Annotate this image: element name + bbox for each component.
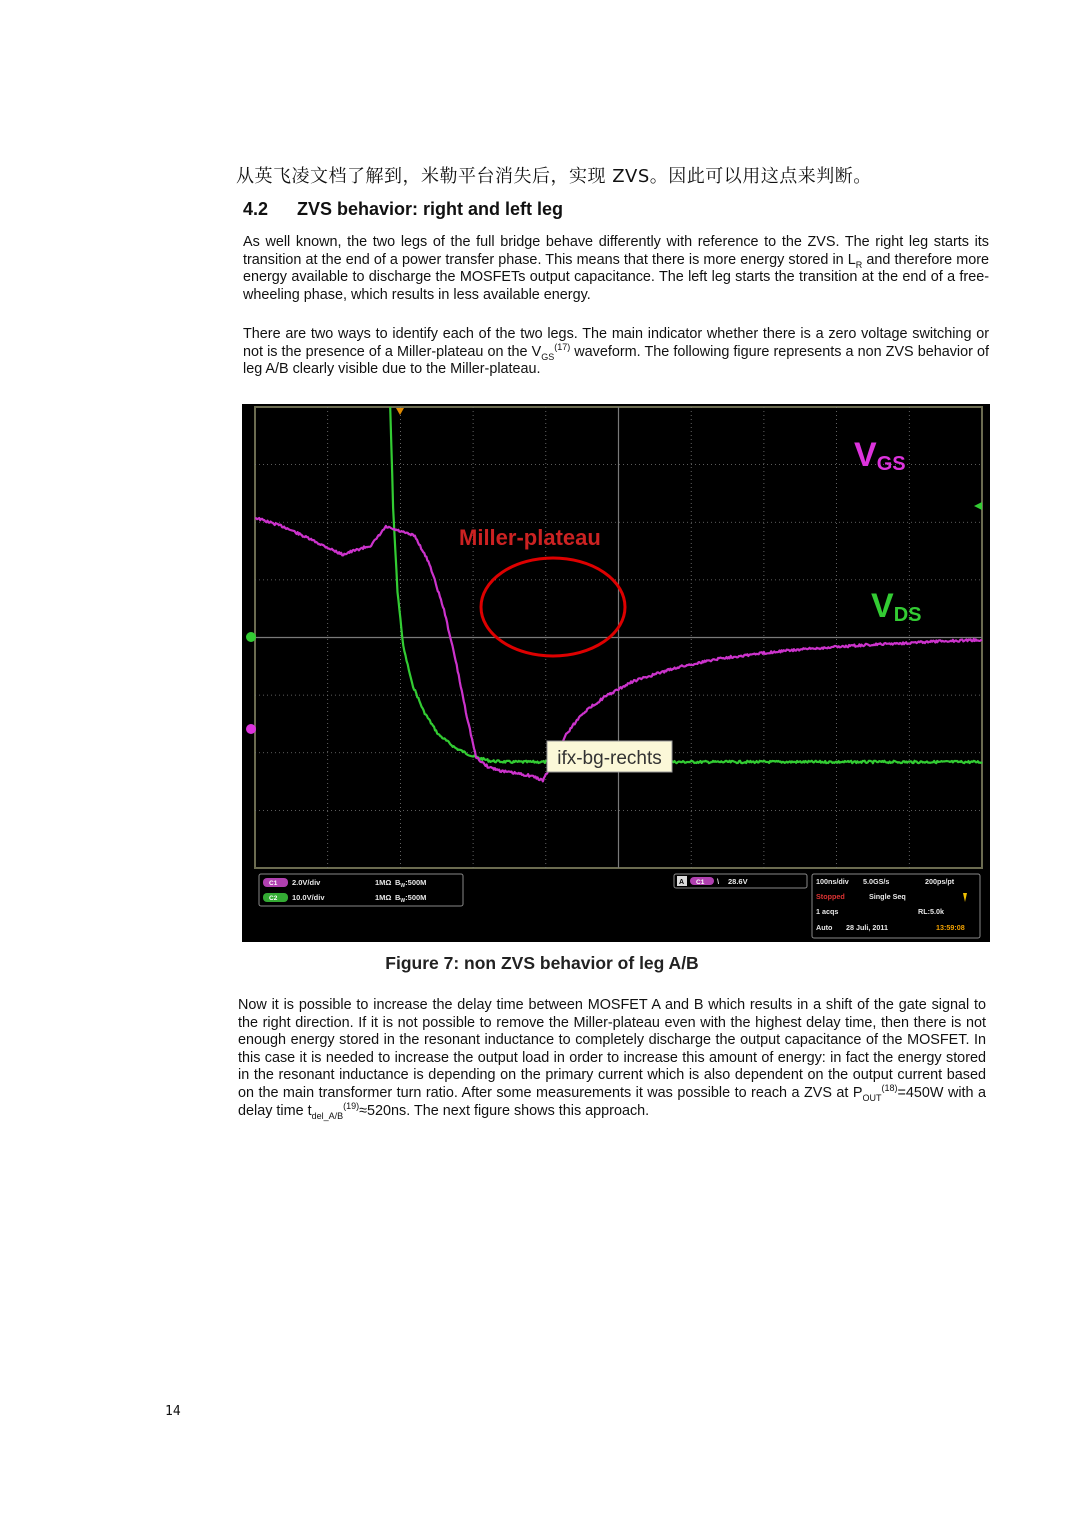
para2-text-a: There are two ways to identify each of the two legs. The main indicator whether there is a zero voltage switching or not is the presence of a Miller-plateau on the V bbox=[243, 326, 989, 360]
figure-caption: Figure 7: non ZVS behavior of leg A/B bbox=[385, 953, 699, 973]
paragraph-identify-legs bbox=[243, 326, 989, 379]
channel-info-panel bbox=[259, 874, 463, 906]
oscilloscope-screenshot bbox=[242, 404, 990, 942]
ch2-ground-marker bbox=[246, 632, 256, 642]
para1-text-b: and therefore more energy available to discharge the MOSFETs output capacitance. The left leg starts the transition at the end of a free-wheeling phase, which results in less available energy. bbox=[243, 251, 990, 303]
svg-text:1MΩ: 1MΩ bbox=[375, 878, 392, 887]
ch1-ground-marker bbox=[246, 724, 256, 734]
svg-text:28 Juli, 2011: 28 Juli, 2011 bbox=[846, 923, 888, 932]
svg-text:RL:5.0k: RL:5.0k bbox=[918, 907, 944, 916]
svg-text:C1: C1 bbox=[269, 880, 278, 887]
svg-text:BW:500M: $B_W:500M$ bbox=[395, 878, 427, 889]
watermark-text: ifx-bg-rechts bbox=[557, 748, 662, 769]
svg-text:C1: C1 bbox=[696, 879, 705, 886]
svg-text:Stopped: Stopped bbox=[816, 892, 845, 901]
section-number: 4.2 bbox=[243, 199, 269, 219]
para1-text-a: As well known, the two legs of the full bridge behave differently with reference to the ZVS. The right leg starts its transition at the end of a power transfer phase. This means that there is more energy stored in L bbox=[243, 234, 989, 268]
svg-text:2.0V/div: 2.0V/div bbox=[292, 878, 321, 887]
vgs-label: VGS bbox=[854, 436, 906, 475]
para3-text-a: Now it is possible to increase the delay time between MOSFET A and B which results in a shift of the gate signal to the right direction. If it is not possible to remove the Miller-plateau even with the highest delay time, then there is not enough energy stored in the resonant inductance to completely discharge the output capacitance of the MOSFET. In this case it is needed to increase the output load in order to increase this amount of energy: in fact the energy stored in the resonant inductance is depending on the primary current which is also dependent on the output current based on the main transformer turn ratio. After some measurements it was possible to reach a ZVS at P bbox=[238, 997, 986, 1101]
paragraph-delay-time bbox=[238, 997, 986, 1120]
svg-text:C2: C2 bbox=[269, 895, 278, 902]
para3-text-c: ≈520ns. The next figure shows this approach. bbox=[359, 1102, 650, 1119]
svg-text:Auto: Auto bbox=[816, 923, 833, 932]
svg-text:1MΩ: 1MΩ bbox=[375, 893, 392, 902]
scope-background bbox=[242, 404, 990, 942]
para2-footnote-ref: (17) bbox=[554, 341, 571, 352]
svg-text:10.0V/div: 10.0V/div bbox=[292, 893, 325, 902]
para3-text-b: =450W with a delay time t bbox=[238, 1084, 986, 1119]
paragraph-right-left-legs bbox=[243, 234, 989, 304]
svg-text:Single Seq: Single Seq bbox=[869, 892, 906, 901]
miller-plateau-label: Miller-plateau bbox=[459, 525, 601, 550]
svg-text:BW:500M: $B_W:500M$ bbox=[395, 893, 427, 904]
svg-text:13:59:08: 13:59:08 bbox=[936, 923, 965, 932]
para3-footnote-ref-18: (18) bbox=[881, 1083, 898, 1094]
para1-subscript: R bbox=[855, 259, 863, 270]
para2-subscript: GS bbox=[541, 351, 555, 362]
svg-text:\: \ bbox=[717, 877, 720, 886]
trigger-info-panel bbox=[674, 874, 807, 888]
para3-footnote-ref-19: (19) bbox=[343, 1100, 360, 1111]
svg-text:1 acqs: 1 acqs bbox=[816, 907, 839, 916]
svg-text:A: A bbox=[679, 879, 685, 886]
section-title: ZVS behavior: right and left leg bbox=[297, 199, 564, 219]
vds-label: VDS bbox=[871, 587, 922, 626]
svg-text:5.0GS/s: 5.0GS/s bbox=[863, 877, 890, 886]
section-heading bbox=[243, 199, 563, 220]
para2-text-b: waveform. The following figure represents a non ZVS behavior of leg A/B clearly visible due to the Miller-plateau. bbox=[243, 343, 989, 378]
svg-text:28.6V: 28.6V bbox=[728, 877, 748, 886]
acquisition-info-panel bbox=[812, 874, 980, 938]
page-number: 14 bbox=[165, 1404, 181, 1419]
svg-text:100ns/div: 100ns/div bbox=[816, 877, 849, 886]
svg-text:200ps/pt: 200ps/pt bbox=[925, 877, 955, 886]
para3-subscript-pout: OUT bbox=[862, 1092, 882, 1103]
para3-subscript-tdel: del_A/B bbox=[311, 1110, 344, 1121]
chinese-note: 从英飞凌文档了解到，米勒平台消失后，实现 ZVS。因此可以用这点来判断。 bbox=[236, 166, 872, 187]
